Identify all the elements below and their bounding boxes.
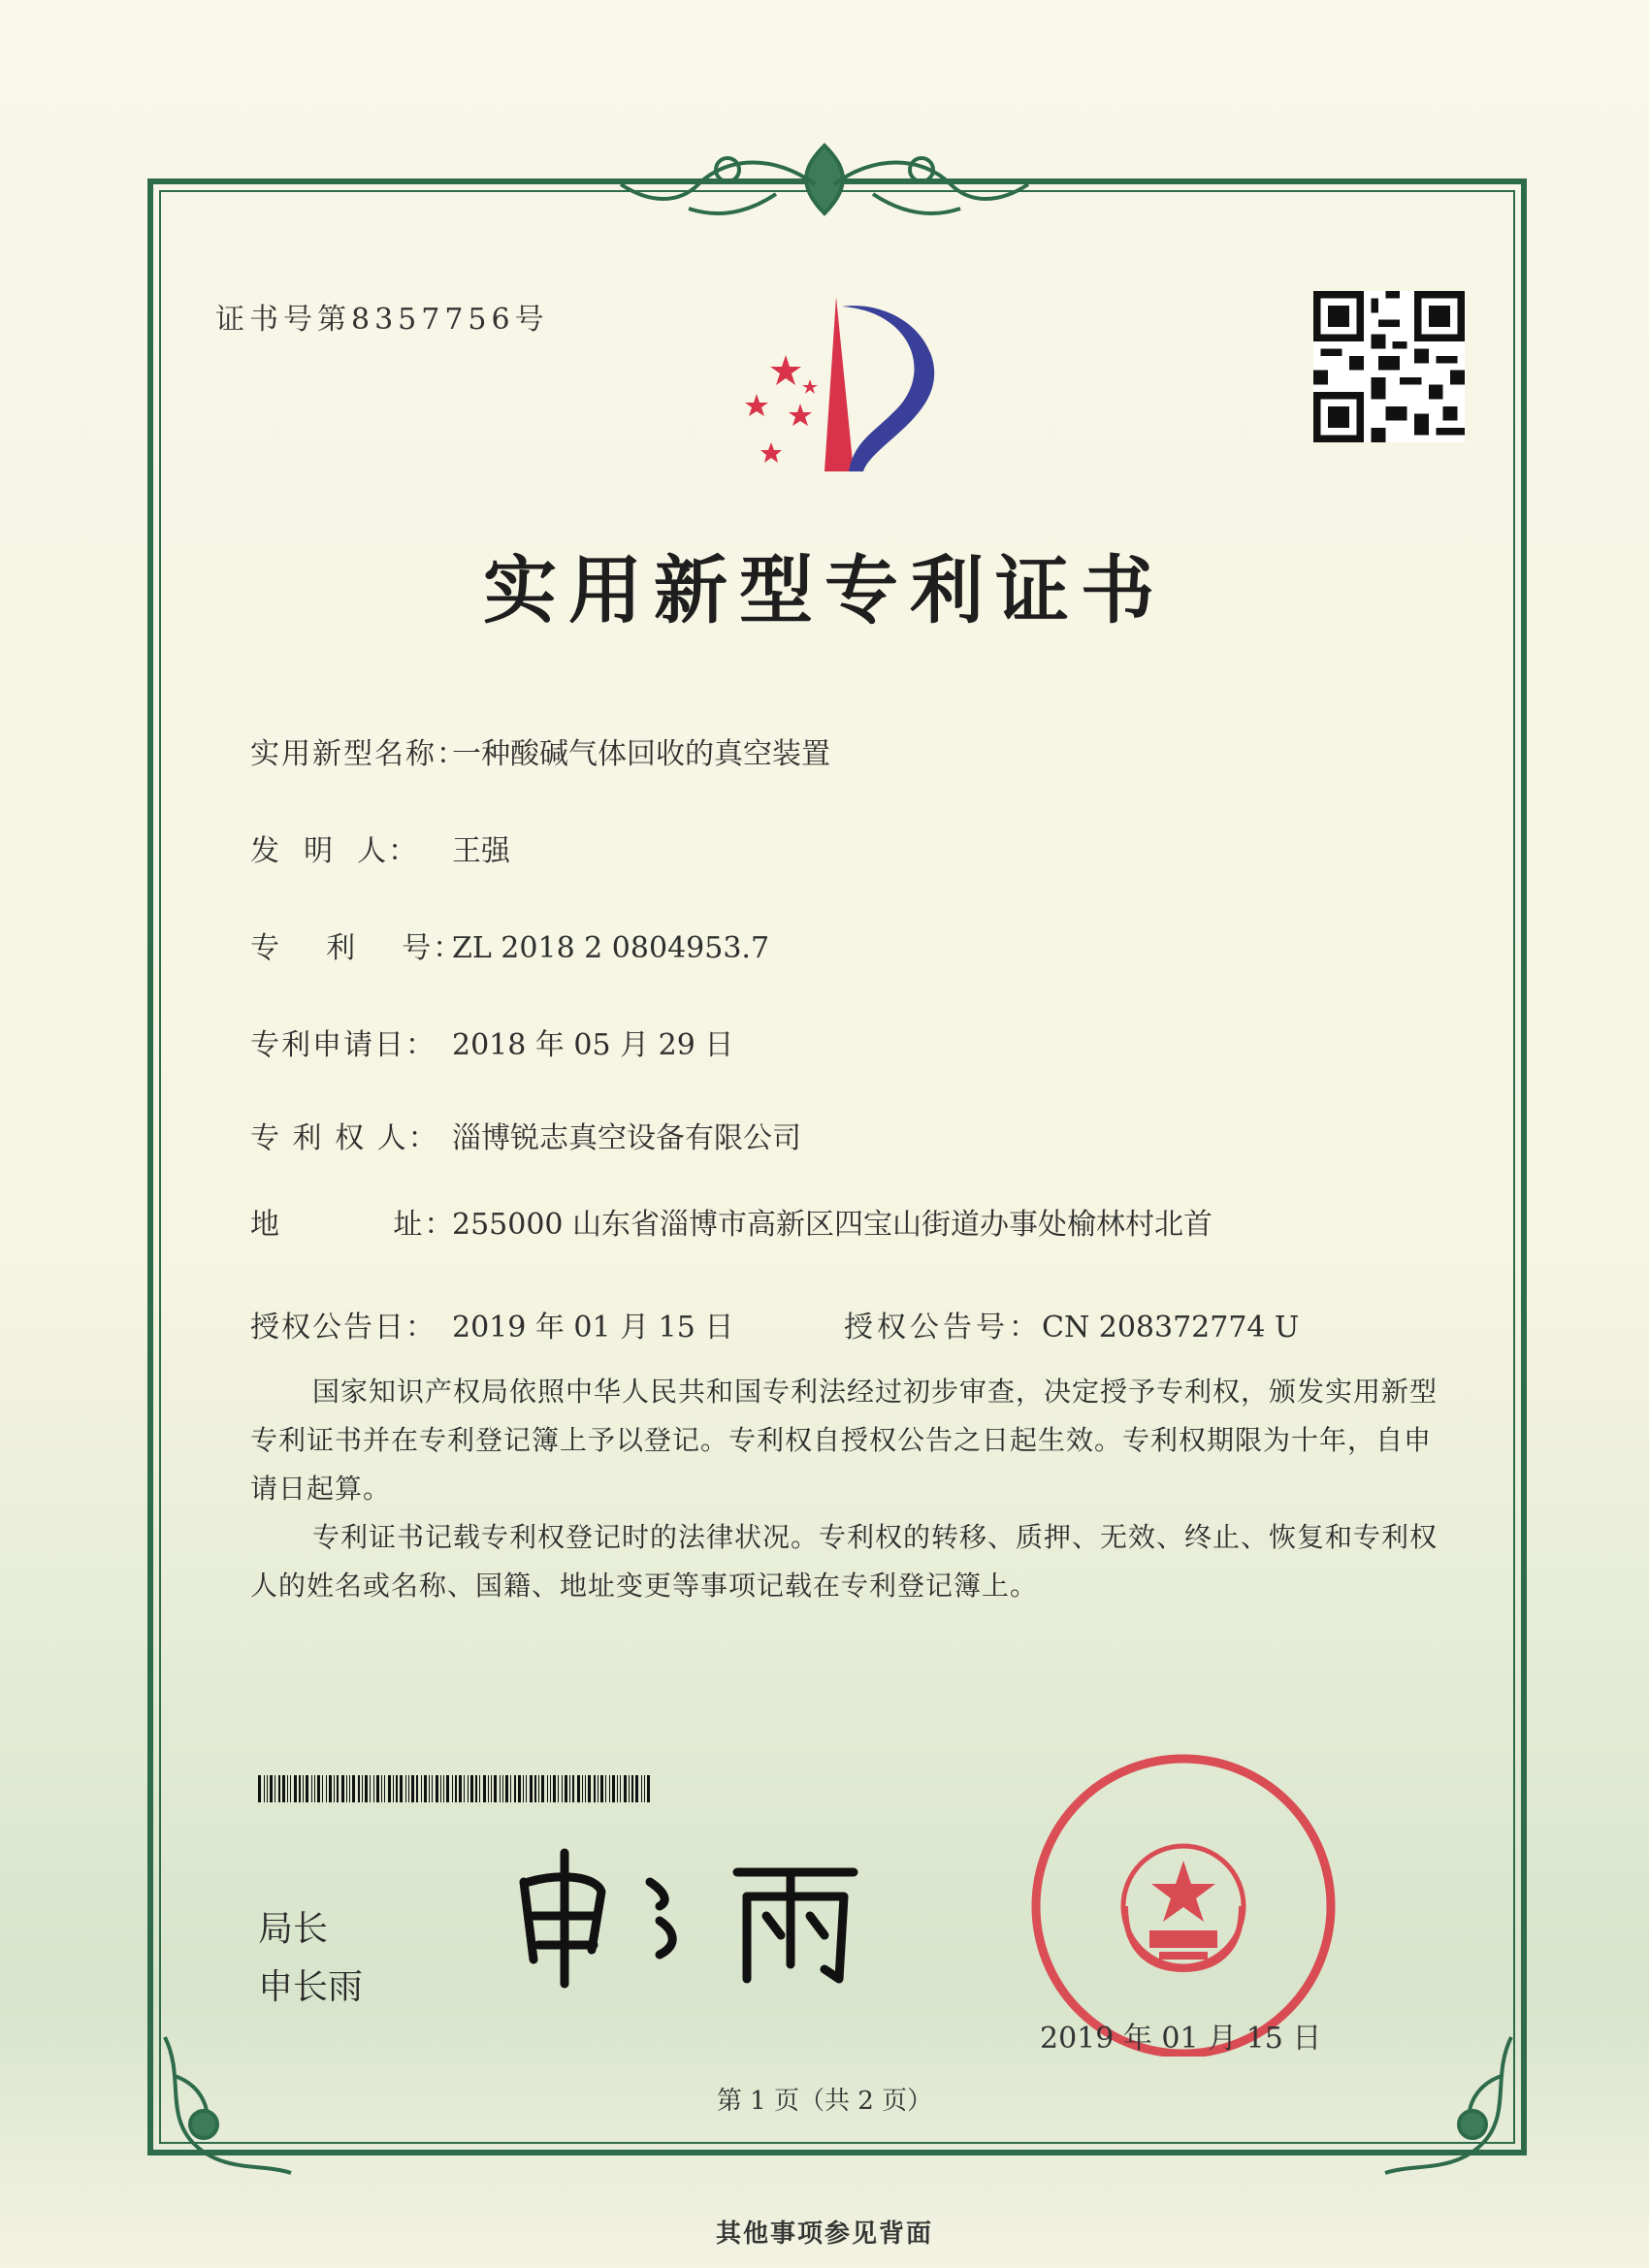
handwritten-signature — [504, 1843, 873, 1989]
signatory-title: 局长 — [258, 1909, 329, 1949]
barcode-bar — [582, 1775, 583, 1802]
statement-paragraph-2: 专利证书记载专利权登记时的法律状况。专利权的转移、质押、无效、终止、恢复和专利权人的姓名或名称、国籍、地址变更等事项记载在专利登记簿上。 — [250, 1521, 1439, 1602]
barcode-bar — [455, 1775, 457, 1802]
field-value: 2019 年 01 月 15 日 — [452, 1311, 734, 1345]
certificate-number: 证书号第8357756号 — [215, 303, 549, 337]
barcode-bar — [565, 1775, 567, 1802]
barcode-bar — [494, 1775, 497, 1802]
barcode-bar — [620, 1775, 621, 1802]
barcode-bar — [631, 1775, 633, 1802]
barcode-bar — [488, 1775, 489, 1802]
qr-code-icon — [1313, 291, 1465, 442]
field-filing-date — [250, 1021, 733, 1063]
field-value: 淄博锐志真空设备有限公司 — [452, 1121, 801, 1155]
barcode-bar — [635, 1775, 638, 1802]
field-value: 2018 年 05 月 29 日 — [452, 1028, 734, 1062]
barcode-bar — [553, 1775, 556, 1802]
barcode-bar — [384, 1775, 385, 1802]
barcode-bar — [647, 1775, 650, 1802]
barcode-bar — [432, 1775, 433, 1802]
barcode-bar — [370, 1775, 371, 1802]
barcode-bar — [585, 1775, 586, 1802]
field-address — [250, 1203, 1247, 1247]
barcode-bar — [278, 1775, 280, 1802]
barcode-bar — [393, 1775, 394, 1802]
barcode-bar — [416, 1775, 418, 1802]
barcode-bar — [346, 1775, 347, 1802]
barcode-bar — [299, 1775, 301, 1802]
barcode-bar — [534, 1775, 536, 1802]
barcode-bar — [541, 1775, 544, 1802]
barcode-bar — [624, 1775, 627, 1802]
barcode-bar — [609, 1775, 610, 1802]
barcode-bar — [337, 1775, 339, 1802]
barcode-bar — [365, 1775, 368, 1802]
barcode-bar — [264, 1775, 265, 1802]
barcode-bar — [314, 1775, 315, 1802]
barcode-bar — [629, 1775, 630, 1802]
barcode-bar — [514, 1775, 516, 1802]
barcode-bar — [446, 1775, 449, 1802]
field-patent-number — [250, 923, 769, 966]
top-ornament — [582, 126, 1067, 233]
barcode-bar — [311, 1775, 312, 1802]
signatory-name: 申长雨 — [258, 1967, 364, 2007]
patent-office-emblem-icon — [718, 287, 960, 481]
barcode-bar — [464, 1775, 465, 1802]
barcode-bar — [569, 1775, 570, 1802]
barcode-bar — [500, 1775, 501, 1802]
barcode-bar — [411, 1775, 414, 1802]
barcode-bar — [588, 1775, 591, 1802]
barcode-bar — [558, 1775, 559, 1802]
barcode-bar — [358, 1775, 360, 1802]
page-indicator: 第 1 页（共 2 页） — [716, 2087, 933, 2116]
barcode-bar — [523, 1775, 524, 1802]
certificate-title: 实用新型专利证书 — [483, 547, 1166, 633]
barcode-bar — [530, 1775, 533, 1802]
barcode-bar — [612, 1775, 615, 1802]
barcode-bar — [258, 1775, 261, 1802]
field-grant-number — [844, 1303, 1299, 1345]
field-value: ZL 2018 2 0804953.7 — [452, 931, 770, 965]
barcode-bar — [550, 1775, 551, 1802]
field-grant-date — [250, 1303, 733, 1345]
barcode-bar — [479, 1775, 480, 1802]
barcode-bar — [317, 1775, 320, 1802]
field-value: 255000 山东省淄博市高新区四宝山街道办事处榆林村北首 — [452, 1208, 1213, 1242]
barcode-bar — [349, 1775, 350, 1802]
barcode-bar — [510, 1775, 511, 1802]
barcode-bar — [408, 1775, 409, 1802]
barcode-bar — [322, 1775, 323, 1802]
barcode-bar — [270, 1775, 273, 1802]
field-patentee — [250, 1114, 801, 1156]
field-label: 授权公告日： — [250, 1311, 436, 1345]
barcode-bar — [459, 1775, 462, 1802]
barcode-bar — [605, 1775, 606, 1802]
barcode-bar — [491, 1775, 492, 1802]
barcode-bar — [641, 1775, 642, 1802]
field-label: 专利申请日： — [250, 1028, 436, 1062]
field-label: 实用新型名称： — [250, 737, 468, 771]
barcode-bar — [452, 1775, 453, 1802]
barcode-bar — [306, 1775, 308, 1802]
barcode-bar — [470, 1775, 473, 1802]
field-label: 专 利 权 人： — [250, 1121, 439, 1155]
barcode-bar — [617, 1775, 618, 1802]
barcode-bar — [424, 1775, 427, 1802]
barcode-bar — [436, 1775, 438, 1802]
barcode-bar — [468, 1775, 469, 1802]
statement-paragraph-1: 国家知识产权局依照中华人民共和国专利法经过初步审查，决定授予专利权，颁发实用新型专利证书并在专利登记簿上予以登记。专利权自授权公告之日起生效。专利权期限为十年，自申请日起算。 — [250, 1376, 1439, 1505]
barcode-bar — [341, 1775, 344, 1802]
barcode-bar — [376, 1775, 379, 1802]
barcode-icon — [258, 1775, 656, 1802]
barcode-bar — [644, 1775, 645, 1802]
field-inventor — [250, 826, 510, 869]
barcode-bar — [329, 1775, 332, 1802]
barcode-bar — [290, 1775, 291, 1802]
barcode-bar — [443, 1775, 444, 1802]
barcode-bar — [294, 1775, 297, 1802]
barcode-bar — [352, 1775, 355, 1802]
official-seal-icon — [989, 1736, 1377, 2057]
field-label: 发 明 人： — [250, 834, 420, 868]
barcode-bar — [405, 1775, 406, 1802]
seal-date: 2019 年 01 月 15 日 — [1040, 2022, 1322, 2056]
field-value: 一种酸碱气体回收的真空装置 — [452, 737, 830, 771]
field-label: 授权公告号： — [844, 1311, 1042, 1345]
barcode-bar — [362, 1775, 363, 1802]
barcode-bar — [483, 1775, 486, 1802]
field-value: 王强 — [452, 834, 510, 868]
barcode-bar — [267, 1775, 268, 1802]
barcode-bar — [572, 1775, 574, 1802]
field-value: CN 208372774 U — [1042, 1311, 1300, 1345]
barcode-bar — [502, 1775, 503, 1802]
barcode-bar — [475, 1775, 477, 1802]
field-label: 地 址： — [250, 1208, 456, 1242]
barcode-bar — [440, 1775, 441, 1802]
barcode-bar — [600, 1775, 603, 1802]
barcode-bar — [526, 1775, 527, 1802]
barcode-bar — [381, 1775, 382, 1802]
barcode-bar — [562, 1775, 563, 1802]
barcode-bar — [326, 1775, 327, 1802]
field-utility-model-name — [250, 729, 830, 772]
barcode-bar — [373, 1775, 374, 1802]
barcode-bar — [518, 1775, 521, 1802]
barcode-bar — [388, 1775, 391, 1802]
barcode-bar — [538, 1775, 539, 1802]
barcode-bar — [429, 1775, 430, 1802]
barcode-bar — [334, 1775, 335, 1802]
barcode-bar — [400, 1775, 403, 1802]
barcode-bar — [421, 1775, 422, 1802]
barcode-bar — [282, 1775, 285, 1802]
barcode-bar — [505, 1775, 508, 1802]
barcode-bar — [287, 1775, 288, 1802]
barcode-bar — [396, 1775, 398, 1802]
barcode-bar — [577, 1775, 580, 1802]
field-label: 专 利 号： — [250, 931, 465, 965]
barcode-bar — [594, 1775, 596, 1802]
barcode-bar — [303, 1775, 304, 1802]
footer-note: 其他事项参见背面 — [715, 2219, 933, 2249]
barcode-bar — [547, 1775, 548, 1802]
